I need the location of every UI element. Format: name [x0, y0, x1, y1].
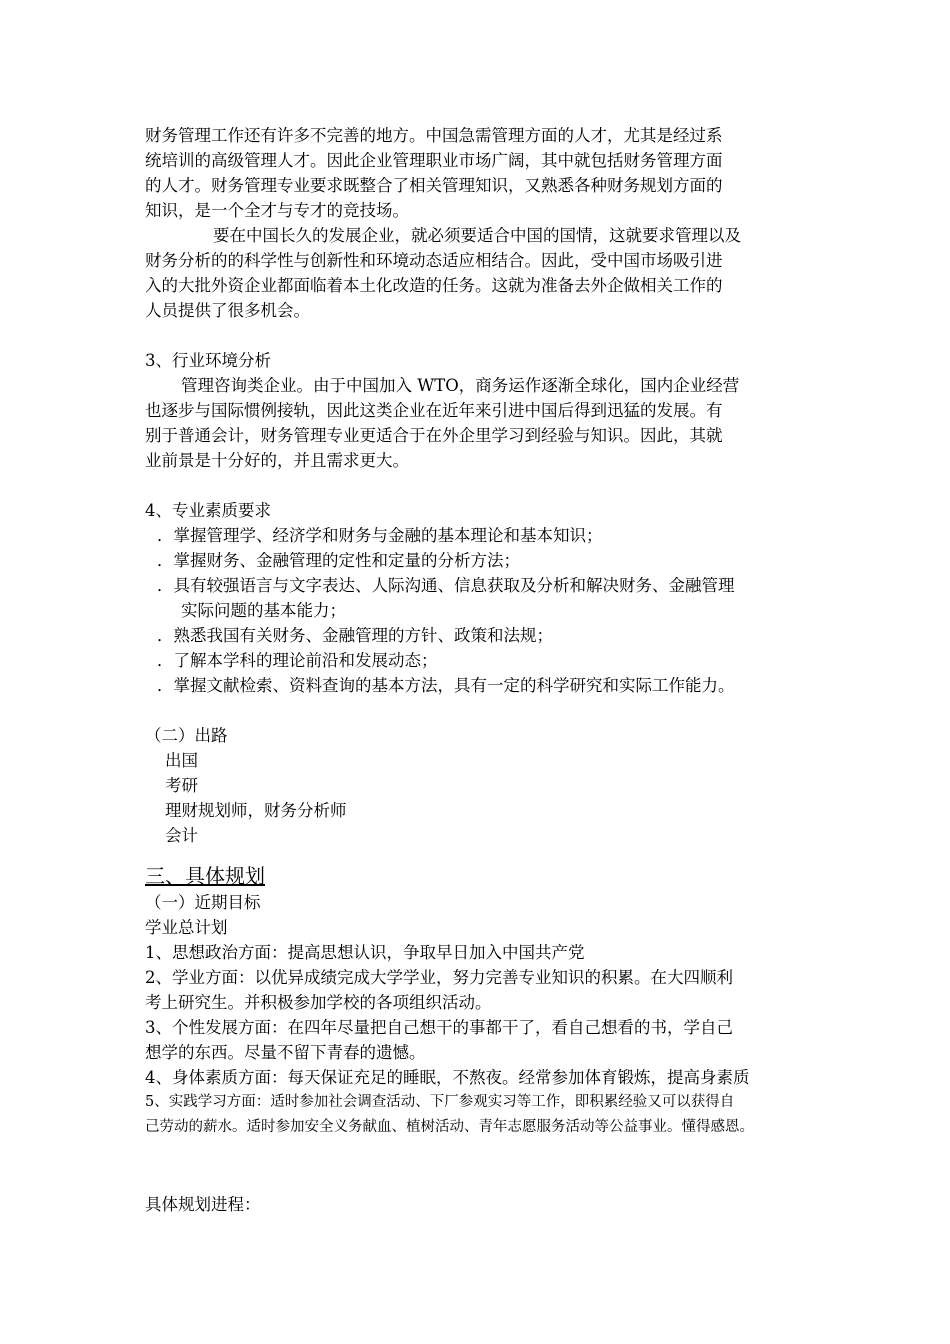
- list-item: 会计: [165, 826, 198, 845]
- text-line: 知识，是一个全才与专才的竞技场。: [145, 201, 409, 220]
- paragraph-1: [145, 123, 825, 223]
- list-item: 考研: [165, 776, 198, 795]
- text-line: 要在中国长久的发展企业，就必须要适合中国的国情，这就要求管理以及: [213, 226, 741, 245]
- text-line: 财务分析的的科学性与创新性和环境动态适应相结合。因此，受中国市场吸引进: [145, 251, 723, 270]
- list-item: ．掌握文献检索、资料查询的基本方法，具有一定的科学研究和实际工作能力。: [157, 676, 735, 695]
- list-item: ．具有较强语言与文字表达、人际沟通、信息获取及分析和解决财务、金融管理: [157, 576, 735, 595]
- text-line: 管理咨询类企业。由于中国加入 WTO，商务运作逐渐全球化，国内企业经营: [181, 376, 740, 395]
- paragraph-2: [145, 223, 825, 323]
- section-title: （二）出路: [145, 726, 228, 745]
- list-item: ．熟悉我国有关财务、金融管理的方针、政策和法规；: [157, 626, 553, 645]
- text-line: 考上研究生。并积极参加学校的各项组织活动。: [145, 993, 492, 1012]
- text-line: 业前景是十分好的，并且需求更大。: [145, 451, 409, 470]
- text-line: 统培训的高级管理人才。因此企业管理职业市场广阔，其中就包括财务管理方面: [145, 151, 723, 170]
- text-line: 3、个性发展方面：在四年尽量把自己想干的事都干了，看自己想看的书，学自己: [145, 1018, 733, 1037]
- list-item: 理财规划师，财务分析师: [165, 801, 347, 820]
- document-page: [145, 123, 825, 1217]
- list-item: ．掌握财务、金融管理的定性和定量的分析方法；: [157, 551, 520, 570]
- text-line: 入的大批外资企业都面临着本土化改造的任务。这就为准备去外企做相关工作的: [145, 276, 723, 295]
- subsection-title: 学业总计划: [145, 918, 228, 937]
- section-plan: [145, 862, 825, 1217]
- chapter-heading: 三、具体规划: [145, 864, 265, 888]
- section-title: 3、行业环境分析: [145, 351, 271, 370]
- text-line: 人员提供了很多机会。: [145, 301, 310, 320]
- list-item-continuation: 实际问题的基本能力；: [181, 601, 346, 620]
- text-line: 4、身体素质方面：每天保证充足的睡眠，不熬夜。经常参加体育锻炼，提高身素质: [145, 1068, 750, 1087]
- text-line: 2、学业方面：以优异成绩完成大学学业，努力完善专业知识的积累。在大四顺利: [145, 968, 733, 987]
- spacer: [145, 698, 825, 723]
- section-outlets: [145, 723, 825, 848]
- text-line: 5、实践学习方面：适时参加社会调查活动、下厂参观实习等工作，即积累经验又可以获得自: [145, 1094, 735, 1110]
- section-industry-analysis: [145, 348, 825, 473]
- text-line: 想学的东西。尽量不留下青春的遗憾。: [145, 1043, 426, 1062]
- spacer: [145, 473, 825, 498]
- text-line: 别于普通会计，财务管理专业更适合于在外企里学习到经验与知识。因此，其就: [145, 426, 723, 445]
- list-item: 出国: [165, 751, 198, 770]
- text-line: 1、思想政治方面：提高思想认识，争取早日加入中国共产党: [145, 943, 585, 962]
- spacer: [145, 323, 825, 348]
- text-line: 财务管理工作还有许多不完善的地方。中国急需管理方面的人才，尤其是经过系: [145, 126, 723, 145]
- section-quality-requirements: [145, 498, 825, 698]
- subsection-title: 具体规划进程：: [145, 1195, 261, 1214]
- section-title: 4、专业素质要求: [145, 501, 271, 520]
- text-line: 的人才。财务管理专业要求既整合了相关管理知识，又熟悉各种财务规划方面的: [145, 176, 723, 195]
- list-item: ．掌握管理学、经济学和财务与金融的基本理论和基本知识；: [157, 526, 603, 545]
- text-line: 己劳动的薪水。适时参加安全义务献血、植树活动、青年志愿服务活动等公益事业。懂得感恩。: [145, 1119, 754, 1135]
- text-line: 也逐步与国际惯例接轨，因此这类企业在近年来引进中国后得到迅猛的发展。有: [145, 401, 723, 420]
- spacer: [145, 1140, 825, 1192]
- subsection-title: （一）近期目标: [145, 893, 261, 912]
- list-item: ．了解本学科的理论前沿和发展动态；: [157, 651, 438, 670]
